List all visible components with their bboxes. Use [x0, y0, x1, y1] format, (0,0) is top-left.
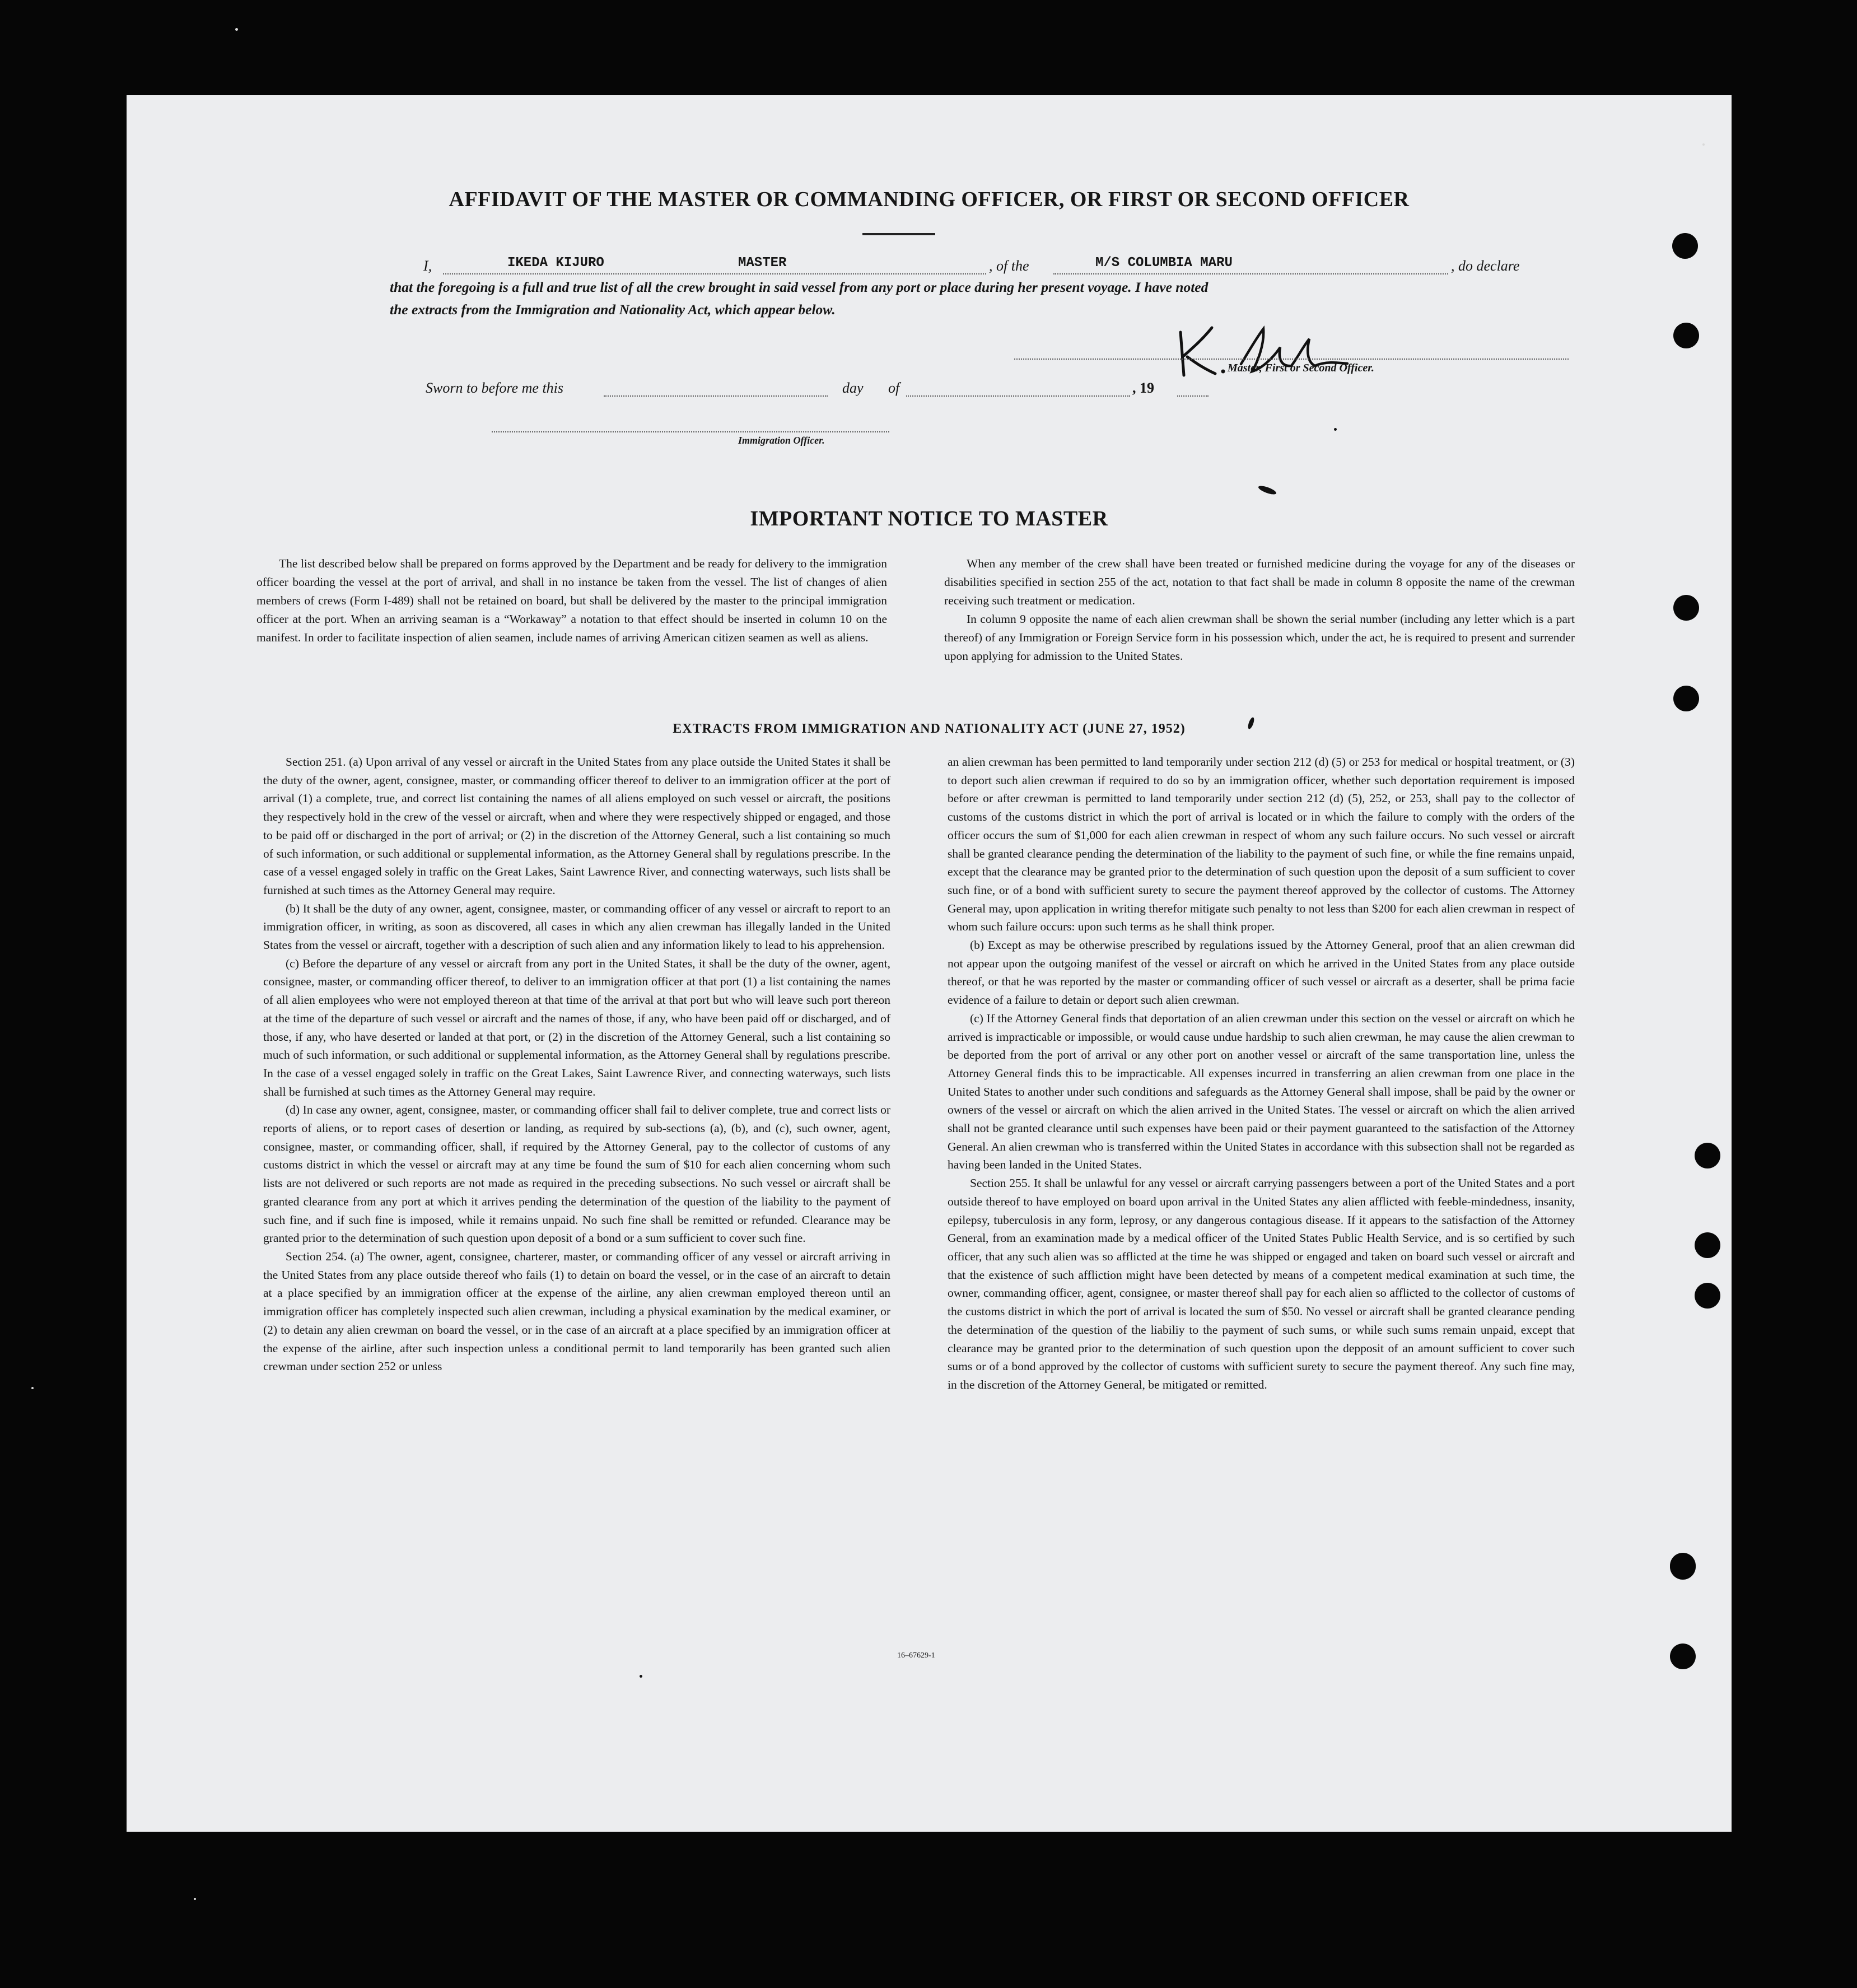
- sworn-of: of: [888, 380, 900, 396]
- vessel-name: M/S COLUMBIA MARU: [1095, 255, 1233, 271]
- affidavit-title: AFFIDAVIT OF THE MASTER OR COMMANDING OFFICER, OR FIRST OR SECOND OFFICER: [449, 188, 1410, 211]
- punch-hole: [1673, 323, 1699, 348]
- extract-paragraph: (c) Before the departure of any vessel or aircraft from any port in the United States, it shall be the duty of the owner, agent, consignee, master, or commanding officer thereof, to deliver to an immigration officer at that port (1) a list containing the names of all alien employees who were not employed thereon at that time of the arrival at that port but who will leave such port thereon at the time of the departure of such vessel or aircraft and the names of those, if any, who have been paid off or discharged, and of those, if any, who have deserted or landed at that port, or (2) in the discretion of the Attorney General, such a list containing so much of such information, or such additional or supplemental information, as the Attorney General shall by regulations prescribe. In the case of a vessel engaged solely in traffic on the Great Lakes, Saint Lawrence River, and connecting waterways, such lists shall be furnished at such times as the Attorney General may require.: [263, 956, 890, 1098]
- officer-caption: Immigration Officer.: [738, 435, 825, 446]
- extract-paragraph: an alien crewman has been permitted to land temporarily under section 212 (d) (5) or 253 for medical or hospital treatment, or (3) to deport such alien crewman if required to do so by an immigration officer, whether such deportation requirement is imposed before or after crewman is permitted to land temporarily under section 212 (d) (5), 252, or 253, shall pay to the collector of customs of the customs district in which the port of arrival is located or in which the failure to comply with the orders of the officer occurs the sum of $1,000 for each alien crewman in respect of whom any such failure occurs. No such vessel or aircraft shall be granted clearance pending the determination of the liability to the payment of such fine, or while the fine remains unpaid, except that the clearance may be granted prior to the determination of such question upon the deposit of a sum sufficient to cover such fine, or of a bond with sufficient surety to secure the payment thereof approved by the collector of customs. The Attorney General may, upon application in writing therefor mitigate such penalty to not less than $200 for each alien crewman in respect of whom such failure occurs: upon such terms as he shall think proper.: [948, 755, 1575, 934]
- document-page: [127, 95, 1732, 1832]
- signature-line: [1014, 359, 1569, 360]
- vessel-fill-line: [1053, 273, 1448, 274]
- punch-hole: [1672, 233, 1698, 259]
- declaration-line-2: that the foregoing is a full and true list of all the crew brought in said vessel from any port or place during her present voyage. I have noted: [390, 279, 1209, 295]
- extract-paragraph: (c) If the Attorney General finds that deportation of an alien crewman under this section on the vessel or aircraft on which he arrived is impracticable or impossible, or would cause undue hardship to such alien crewman, he may cause the alien crewman to be deported from the port of arrival or any other port on another vessel or aircraft of the same transportation line, unless the Attorney General finds this to be impracticable. All expenses incurred in transferring an alien crewman from one place in the United States to another under such conditions and safeguards as the Attorney General shall impose, shall be paid by the owner or owners of the vessel or aircraft on which the alien arrived in the United States. The vessel or aircraft on which the alien arrived shall not be granted clearance until such expenses have been paid or their payment guaranteed to the satisfaction of the Attorney General. An alien crewman who is transferred within the United States in accordance with this subsection shall not be regarded as having been landed in the United States.: [948, 1011, 1575, 1172]
- punch-hole: [1695, 1283, 1720, 1309]
- film-speck: [235, 28, 238, 31]
- punch-hole: [1695, 1232, 1720, 1258]
- notice-left-column: [256, 555, 887, 647]
- sworn-day: day: [842, 380, 864, 396]
- declaration-end: , do declare: [1451, 258, 1520, 274]
- ink-dot: [640, 1675, 642, 1678]
- sworn-month-fill-line: [906, 395, 1130, 397]
- extracts-left-column: [263, 753, 890, 1376]
- signature-caption: Master, First or Second Officer.: [1228, 362, 1374, 374]
- film-speck: [31, 1387, 34, 1389]
- punch-hole: [1670, 1553, 1696, 1579]
- sworn-text: Sworn to before me this: [426, 380, 564, 396]
- notice-title: IMPORTANT NOTICE TO MASTER: [750, 507, 1108, 530]
- notice-paragraph: In column 9 opposite the name of each alien crewman shall be shown the serial number (including any letter which is a part thereof) of any Immigration or Foreign Service form in his possession which, under the act, he is required to present and surrender upon applying for admission to the United States.: [944, 612, 1575, 663]
- punch-hole: [1670, 1644, 1696, 1669]
- extracts-title: EXTRACTS FROM IMMIGRATION AND NATIONALITY ACT (JUNE 27, 1952): [673, 721, 1186, 736]
- extract-paragraph: (b) It shall be the duty of any owner, agent, consignee, master, or commanding officer of any vessel or aircraft to report to an immigration officer, in writing, as soon as discovered, all cases in which any alien crewman has illegally landed in the United States from the vessel or aircraft, together with a description of such alien and any information likely to lead to his apprehension.: [263, 901, 890, 952]
- sworn-day-fill-line: [604, 395, 828, 397]
- officer-signature-line: [492, 431, 889, 432]
- sworn-year: , 19: [1132, 380, 1154, 396]
- extract-paragraph: Section 251. (a) Upon arrival of any vessel or aircraft in the United States from any place outside the United States it shall be the duty of the owner, agent, consignee, master, or commanding officer thereof to deliver to an immigration officer at the port of arrival (1) a complete, true, and correct list containing the names of all aliens employed on such vessel or aircraft, the positions they respectively hold in the crew of the vessel or aircraft, when and where they were respectively shipped or engaged, and those to be paid off or discharged in the port of arrival; or (2) in the discretion of the Attorney General, such a list containing so much of such information, or such additional or supplemental information, as the Attorney General shall by regulations prescribe. In the case of a vessel engaged solely in traffic on the Great Lakes, Saint Lawrence River, and connecting waterways, such lists shall be furnished at such times as the Attorney General may require.: [263, 755, 890, 897]
- notice-right-column: [944, 555, 1575, 665]
- film-speck: [194, 1898, 196, 1900]
- film-speck: [1702, 143, 1705, 146]
- form-number: 16–67629-1: [897, 1651, 935, 1660]
- sworn-year-fill-line: [1177, 395, 1209, 397]
- ink-dot: [1334, 428, 1337, 431]
- name-rank-fill-line: [443, 273, 986, 274]
- declarant-name: IKEDA KIJURO: [507, 255, 604, 271]
- punch-hole: [1673, 595, 1699, 621]
- extract-paragraph: Section 254. (a) The owner, agent, consignee, charterer, master, or commanding officer of any vessel or aircraft arriving in the United States from any place outside thereof who fails (1) to detain on board the vessel, or in the case of an aircraft to detain at a place specified by an immigration officer at the expense of the airline, any alien crewman employed thereon until an immigration officer has completely inspected such alien crewman, including a physical examination by the medical examiner, or (2) to detain any alien crewman on board the vessel, or in the case of an aircraft at a place specified by an immigration officer at the expense of the airline, after such inspection unless a conditional permit to land temporarily has been granted such alien crewman under section 252 or unless: [263, 1249, 890, 1374]
- declaration-i: I,: [423, 258, 432, 274]
- extract-paragraph: Section 255. It shall be unlawful for any vessel or aircraft carrying passengers between a port of the United States and a port outside thereof to have employed on board upon arrival in the United States any alien afflicted with feeble-mindedness, insanity, epilepsy, tuberculosis in any form, leprosy, or any dangerous contagious disease. If it appears to the satisfaction of the Attorney General, from an examination made by a medical officer of the United States Public Health Service, and is so certified by such officer, that any such alien was so afflicted at the time he was shipped or engaged and taken on board such vessel or aircraft and that the existence of such affliction might have been detected by means of a competent medical examination at such time, the owner, commanding officer, agent, consignee, or master thereof shall pay for each alien so afflicted to the collector of customs of the customs district in which the port of arrival is located the sum of $50. No vessel or aircraft shall be granted clearance pending the determination of the question of the liabiliy to the payment of such sums, or while such sums remain unpaid, except that clearance may be granted prior to the determination of such question upon the depposit of an amount sufficient to cover such sums or of a bond approved by the collector of customs with sufficient surety to secure the payment thereof. Any such fine may, in the discretion of the Attorney General, be mitigated or remitted.: [948, 1176, 1575, 1391]
- punch-hole: [1673, 686, 1699, 711]
- extract-paragraph: (d) In case any owner, agent, consignee, master, or commanding officer shall fail to deliver complete, true and correct lists or reports of aliens, or to report cases of desertion or landing, as required by sub-sections (a), (b), and (c), such owner, agent, consignee, master, or commanding officer, shall, if required by the Attorney General, pay to the collector of customs of any customs district in which the vessel or aircraft may at any time be found the sum of $10 for each alien concerning whom such lists are not delivered or such reports are not made as required in the preceding subsections. No such vessel or aircraft shall be granted clearance from any port at which it arrives pending the determination of the question of the liability to the payment of such fine, and if such fine is imposed, while it remains unpaid. No such fine shall be remitted or refunded. Clearance may be granted prior to the determination of such question upon deposit of a bond or a sum sufficient to cover such fine.: [263, 1103, 890, 1245]
- title-divider: [862, 233, 935, 235]
- extracts-right-column: [948, 753, 1575, 1394]
- master-signature: [1168, 322, 1353, 387]
- declarant-rank: MASTER: [738, 255, 787, 271]
- notice-paragraph: When any member of the crew shall have been treated or furnished medicine during the voyage for any of the diseases or disabilities specified in section 255 of the act, notation to that fact shall be made in column 8 opposite the name of the crewman receiving such treatment or medication.: [944, 557, 1575, 607]
- ink-smudge: [1257, 484, 1277, 496]
- declaration-line-3: the extracts from the Immigration and Nationality Act, which appear below.: [390, 301, 836, 318]
- punch-hole: [1695, 1143, 1720, 1168]
- extract-paragraph: (b) Except as may be otherwise prescribed by regulations issued by the Attorney General, proof that an alien crewman did not appear upon the outgoing manifest of the vessel or aircraft on which he arrived in the United States from any place outside thereof, or that he was reported by the master or commanding officer of such vessel or aircraft as a deserter, shall be prima facie evidence of a failure to detain or deport such alien crewman.: [948, 938, 1575, 1007]
- notice-paragraph: The list described below shall be prepared on forms approved by the Department and be ready for delivery to the immigration officer boarding the vessel at the port of arrival, and shall in no instance be taken from the vessel. The list of changes of alien members of crews (Form I-489) shall not be retained on board, but shall be delivered by the master to the principal immigration officer at the port. When an arriving seaman is a “Workaway” a notation to that effect should be inserted in column 10 on the manifest. In order to facilitate inspection of alien seamen, include names of arriving American citizen seamen as well as aliens.: [256, 557, 887, 644]
- declaration-of-the: , of the: [989, 258, 1029, 274]
